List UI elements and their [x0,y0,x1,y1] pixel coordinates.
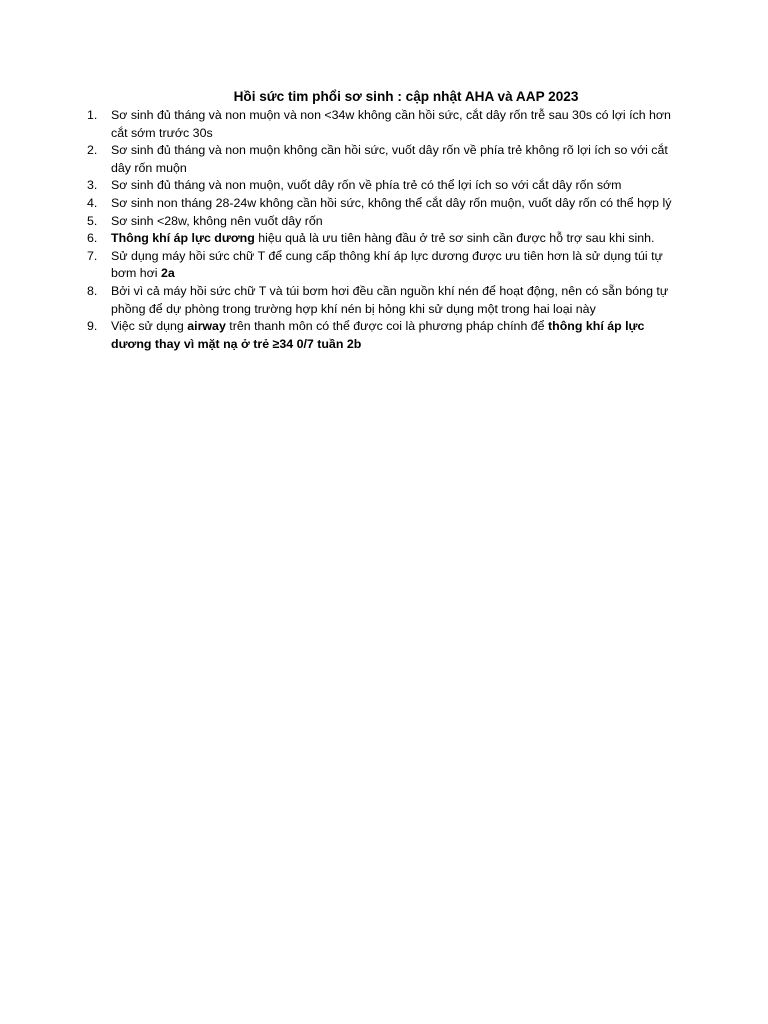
list-item-text: hiệu quả là ưu tiên hàng đầu ở trẻ sơ sinh cần được hỗ trợ sau khi sinh. [254,231,655,246]
list-item-number: 9. [87,319,98,334]
list-item [87,283,677,318]
list-item [87,195,677,213]
list-item-bold-text: 2a [161,266,175,281]
list-item-text: Sử dụng máy hồi sức chữ T để cung cấp thông khí áp lực dương được ưu tiên hơn là sử dụng túi tự bơm hơi [111,248,663,281]
list-item-text: Bởi vì cả máy hồi sức chữ T và túi bơm hơi đều cần nguồn khí nén để hoạt động, nên có sẵn bóng tự phồng để dự phòng trong trường hợp khí nén bị hỏng khi sử dụng một trong hai loại này [111,283,669,316]
list-item [87,107,677,142]
list-item [87,230,677,248]
list-item-text: Sơ sinh <28w, không nên vuốt dây rốn [111,213,323,228]
list-item-number: 1. [87,108,98,122]
list-item-number: 4. [87,195,98,210]
list-item-text: trên thanh môn có thể được coi là phương pháp chính để [225,319,549,334]
list-item-number: 5. [87,213,98,228]
list-item [87,142,677,177]
document-title: Hồi sức tim phổi sơ sinh : cập nhật AHA và AAP 2023 [233,89,579,104]
list-item-text: Sơ sinh non tháng 28-24w không cần hồi sức, không thể cắt dây rốn muộn, vuốt dây rốn có thể hợp lý [111,195,672,210]
list-item [87,318,677,353]
list-item-bold-text: airway [187,319,226,334]
list-item-text: Sơ sinh đủ tháng và non muộn, vuốt dây rốn về phía trẻ có thể lợi ích so với cắt dây rốn sớm [111,178,622,193]
numbered-list [87,107,677,353]
list-item-bold-text: Thông khí áp lực dương [111,231,255,246]
list-item-number: 7. [87,248,98,263]
list-item-number: 3. [87,178,98,193]
list-item-text: Sơ sinh đủ tháng và non muộn và non <34w không cần hồi sức, cắt dây rốn trễ sau 30s có lợi ích hơn cắt sớm trước 30s [111,108,671,140]
list-item-number: 8. [87,283,98,298]
list-item [87,213,677,231]
list-item [87,248,677,283]
list-item-bold-text: thông khí áp lực dương thay vì mặt nạ ở trẻ ≥34 0/7 tuần 2b [111,319,645,351]
list-item-text: Sơ sinh đủ tháng và non muộn không cần hồi sức, vuốt dây rốn về phía trẻ không rõ lợi ích so với cắt dây rốn muộn [111,143,668,175]
list-item-text: Việc sử dụng [111,319,188,334]
list-item [87,177,677,195]
list-item-number: 2. [87,143,98,158]
list-item-number: 6. [87,231,98,246]
